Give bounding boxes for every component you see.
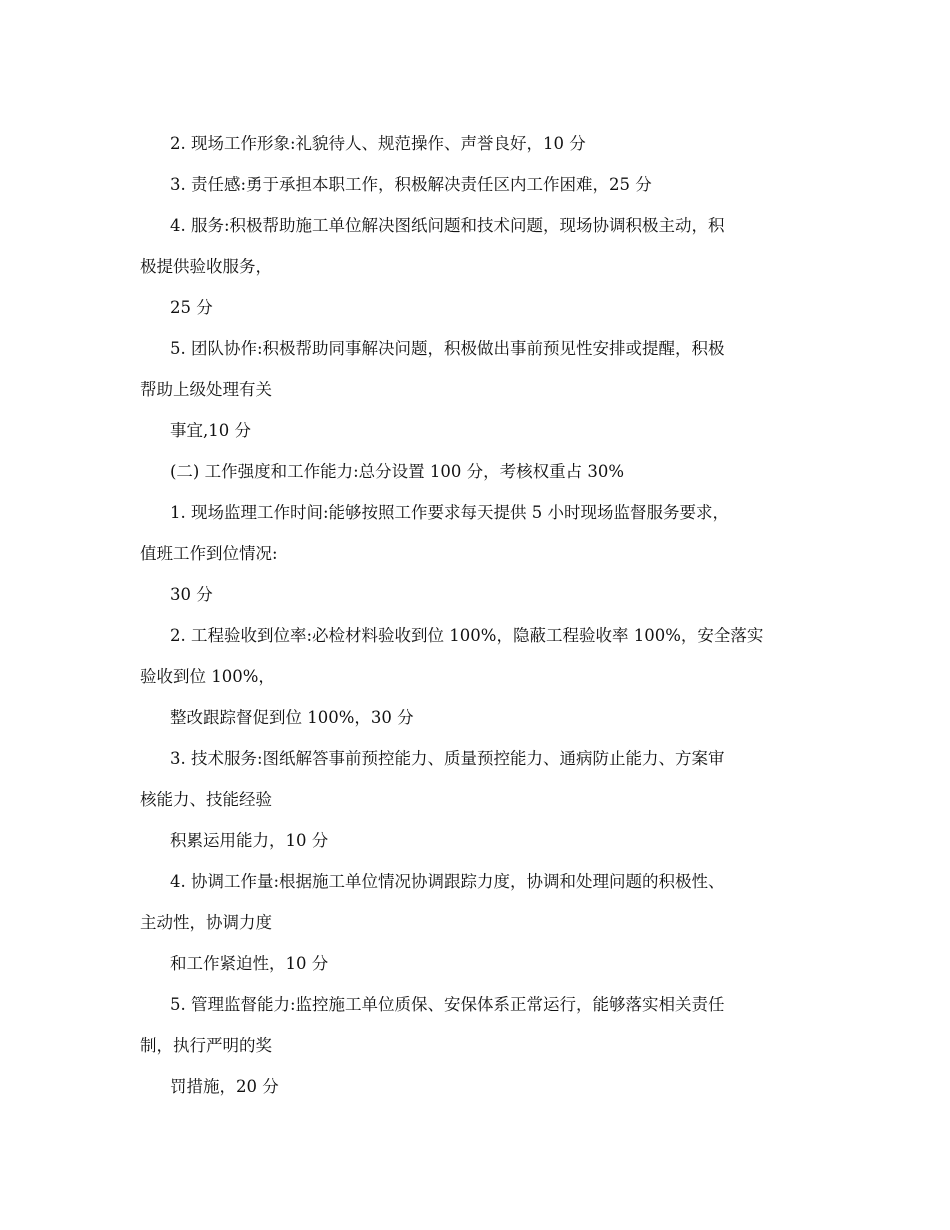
- text-line: 3. 责任感:勇于承担本职工作，积极解决责任区内工作困难，25 分: [170, 175, 652, 194]
- text-line: 5. 团队协作:积极帮助同事解决问题，积极做出事前预见性安排或提醒，积极: [170, 339, 725, 358]
- text-line: 罚措施，20 分: [170, 1077, 279, 1096]
- text-line: 值班工作到位情况:: [140, 544, 278, 563]
- text-line: 25 分: [170, 298, 213, 317]
- text-line: 3. 技术服务:图纸解答事前预控能力、质量预控能力、通病防止能力、方案审: [170, 749, 725, 768]
- text-line: 帮助上级处理有关: [140, 380, 272, 399]
- text-line: 2. 现场工作形象:礼貌待人、规范操作、声誉良好，10 分: [170, 134, 586, 153]
- text-line: 5. 管理监督能力:监控施工单位质保、安保体系正常运行，能够落实相关责任: [170, 995, 725, 1014]
- text-line: 事宜,10 分: [170, 421, 251, 440]
- text-line: 核能力、技能经验: [140, 790, 272, 809]
- text-line: 1. 现场监理工作时间:能够按照工作要求每天提供 5 小时现场监督服务要求，: [170, 503, 730, 522]
- text-line: 2. 工程验收到位率:必检材料验收到位 100%，隐蔽工程验收率 100%，安全落实: [170, 626, 764, 645]
- text-line: 4. 协调工作量:根据施工单位情况协调跟踪力度，协调和处理问题的积极性、: [170, 872, 725, 891]
- text-line: 积累运用能力，10 分: [170, 831, 329, 850]
- text-line: 30 分: [170, 585, 213, 604]
- text-line: 极提供验收服务，: [140, 257, 272, 276]
- text-line: 整改跟踪督促到位 100%，30 分: [170, 708, 414, 727]
- text-line: 和工作紧迫性，10 分: [170, 954, 329, 973]
- text-line: 主动性，协调力度: [140, 913, 272, 932]
- section-heading: (二) 工作强度和工作能力:总分设置 100 分，考核权重占 30%: [170, 462, 625, 481]
- text-line: 4. 服务:积极帮助施工单位解决图纸问题和技术问题，现场协调积极主动，积: [170, 216, 725, 235]
- text-line: 制，执行严明的奖: [140, 1036, 272, 1055]
- text-line: 验收到位 100%，: [140, 667, 275, 686]
